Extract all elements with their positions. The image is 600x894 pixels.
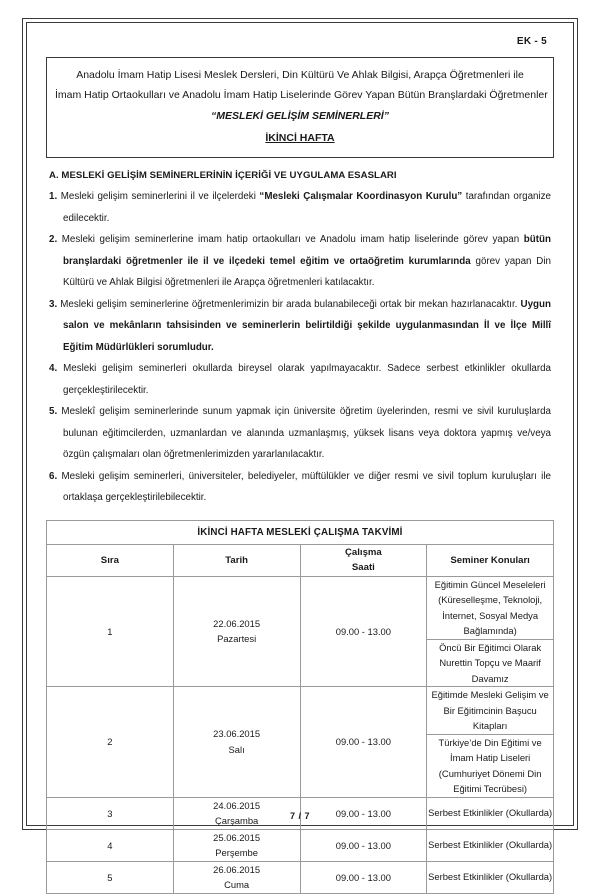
seminar-topic-line: Öncü Bir Eğitimci Olarak <box>439 641 542 653</box>
cell-working-hours: 09.00 - 13.00 <box>300 687 427 798</box>
numbered-item-list <box>49 186 551 509</box>
seminar-topic-line: Bağlamında) <box>463 625 517 636</box>
seminar-topic-line: (Cumhuriyet Dönemi Din Eğitimi Tecrübesi) <box>438 767 542 794</box>
cell-order-number: 2 <box>47 687 174 798</box>
seminar-topic-line: Türkiye’de Din Eğitimi ve İmam Hatip Liseleri <box>438 736 542 763</box>
cell-order-number: 1 <box>47 576 174 687</box>
paragraph-text: Mesleki gelişim seminerlerini il ve ilçelerdeki <box>60 191 260 202</box>
paragraph-text: Mesleki gelişim seminerlerine öğretmenlerimizin bir arada bulanabileceği ortak bir mekan hazırlanacaktır. <box>60 298 521 310</box>
table-row <box>47 861 554 893</box>
column-header-1: Sıra <box>47 544 174 576</box>
column-header-3 <box>300 544 427 576</box>
date-value: 22.06.2015 <box>213 617 261 629</box>
paragraph-text: Mesleki gelişim seminerleri okullarda bireysel olarak yapılmayacaktır. Sadece serbest etkinlikler okullarda gerçekleştirilecektir. <box>63 363 551 396</box>
cell-seminar-topic <box>427 639 554 687</box>
table-row <box>47 829 554 861</box>
paragraph-text: görev yapan Din Kültürü ve Ahlak Bilgisi öğretmenleri ile Arapça öğretmenleri katılacaktır. <box>63 255 551 288</box>
date-value: 26.06.2015 <box>213 863 261 875</box>
paragraph-emphasis: bütün branşlardaki öğretmenler ile il ve ilçedeki temel eğitim ve ortaöğretim kurumlarında <box>63 234 551 267</box>
seminar-topic-line: Serbest Etkinlikler (Okullarda) <box>428 871 553 883</box>
cell-date <box>173 687 300 798</box>
seminar-topic-line: (Küreselleşme, Teknoloji, İnternet, Sosyal Medya <box>438 594 543 621</box>
table-row <box>47 576 554 639</box>
paragraph-number: 1. <box>49 191 58 202</box>
annex-label: EK - 5 <box>516 36 547 47</box>
date-value: 24.06.2015 <box>213 799 261 811</box>
seminar-topic-line: Nurettin Topçu ve Maarif Davamız <box>439 657 541 684</box>
table-header-row <box>47 544 554 576</box>
cell-date <box>173 576 300 687</box>
cell-working-hours: 09.00 - 13.00 <box>300 797 427 829</box>
paragraph-text: Mesleki gelişim seminerleri, üniversiteler, belediyeler, müftülükler ve diğer resmi ve sivil toplum kuruluşları ile ortaklaşa gerçekleştirilebilecektir. <box>61 470 551 503</box>
column-header-4: Seminer Konuları <box>427 544 554 576</box>
paragraph-text: Mesleki gelişim seminerlerine imam hatip ortaokulları ve Anadolu imam hatip liselerinde görev yapan <box>61 234 524 245</box>
cell-order-number: 5 <box>47 861 174 893</box>
body-paragraph <box>49 229 551 294</box>
cell-working-hours: 09.00 - 13.00 <box>300 829 427 861</box>
cell-seminar-topic <box>427 687 554 735</box>
paragraph-text: Meslekî gelişim seminerlerinde sunum yapmak için üniversite öğretim üyelerinden, resmi ve sivil kuruluşlarda bulunan eğitimcilerden, uzmanlardan ve alanında uzmanlaşmış, yüksek lisans veya doktora yapmış ve/veya özgün çalışmaları olan öğretmenlerimizden yararlanılacaktır. <box>61 406 551 460</box>
cell-order-number: 4 <box>47 829 174 861</box>
table-caption-row <box>47 520 554 544</box>
cell-seminar-topic <box>427 829 554 861</box>
cell-seminar-topic <box>427 576 554 639</box>
header-line-1: Anadolu İmam Hatip Lisesi Meslek Dersleri, Din Kültürü Ve Ahlak Bilgisi, Arapça Öğretmenleri ile <box>76 69 524 81</box>
paragraph-emphasis: “Mesleki Çalışmalar Koordinasyon Kurulu” <box>259 191 463 202</box>
table-caption: İKİNCİ HAFTA MESLEKİ ÇALIŞMA TAKVİMİ <box>47 520 554 544</box>
cell-working-hours: 09.00 - 13.00 <box>300 861 427 893</box>
paragraph-number: 2. <box>49 234 58 245</box>
section-heading: A. MESLEKİ GELİŞİM SEMİNERLERİNİN İÇERİĞİ VE UYGULAMA ESASLARI <box>49 170 397 181</box>
seminar-topic-line: Eğitimin Güncel Meseleleri <box>434 578 546 590</box>
column-header-line-1: Çalışma <box>344 546 382 558</box>
paragraph-emphasis: Uygun salon ve mekânların tahsisinden ve seminerlerin belirtildiği şekilde uygulanmasından İl ve İlçe Millî Eğitim Müdürlükleri sorumludur. <box>63 298 551 353</box>
page-content <box>27 23 573 890</box>
page-outer-border <box>22 18 578 890</box>
seminar-topic-line: Serbest Etkinlikler (Okullarda) <box>428 839 553 851</box>
column-header-line-2: Saati <box>351 562 375 573</box>
weekday-value: Cuma <box>224 879 250 890</box>
body-paragraph <box>49 401 551 466</box>
schedule-table-wrap <box>46 520 554 894</box>
weekday-value: Pazartesi <box>217 633 257 645</box>
schedule-table <box>46 520 554 894</box>
body-paragraph <box>49 294 551 359</box>
cell-seminar-topic <box>427 861 554 893</box>
weekday-value: Salı <box>228 743 245 755</box>
cell-order-number: 3 <box>47 797 174 829</box>
date-value: 23.06.2015 <box>213 728 261 740</box>
column-header-2: Tarih <box>173 544 300 576</box>
body-paragraph <box>49 358 551 401</box>
cell-seminar-topic <box>427 734 554 797</box>
seminar-topic-line: Serbest Etkinlikler (Okullarda) <box>428 807 553 819</box>
paragraph-number: 5. <box>49 406 58 417</box>
cell-date <box>173 861 300 893</box>
body-paragraph <box>49 466 551 509</box>
table-row <box>47 687 554 735</box>
page-inner-border <box>26 22 574 890</box>
paragraph-text: tarafından organize edilecektir. <box>63 191 551 224</box>
paragraph-number: 4. <box>49 363 58 374</box>
cell-date <box>173 829 300 861</box>
seminar-topic-line: Eğitimde Mesleki Gelişim ve Bir Eğitimcinin Başucu Kitapları <box>431 689 549 731</box>
header-title: “MESLEKİ GELİŞİM SEMİNERLERİ” <box>211 110 389 122</box>
paragraph-number: 3. <box>49 298 58 310</box>
page-footer: 7 / 7 <box>289 811 310 821</box>
weekday-value: Çarşamba <box>215 815 259 826</box>
body-paragraph <box>49 186 551 229</box>
paragraph-number: 6. <box>49 470 58 482</box>
header-box <box>46 57 554 158</box>
body-text-region <box>43 158 557 509</box>
header-week-label: İKİNCİ HAFTA <box>265 132 335 144</box>
header-line-2: İmam Hatip Ortaokulları ve Anadolu İmam Hatip Liselerinde Görev Yapan Bütün Branşlardaki Öğretmenler <box>55 89 548 101</box>
cell-working-hours: 09.00 - 13.00 <box>300 576 427 687</box>
date-value: 25.06.2015 <box>213 831 261 843</box>
weekday-value: Perşembe <box>215 847 258 858</box>
